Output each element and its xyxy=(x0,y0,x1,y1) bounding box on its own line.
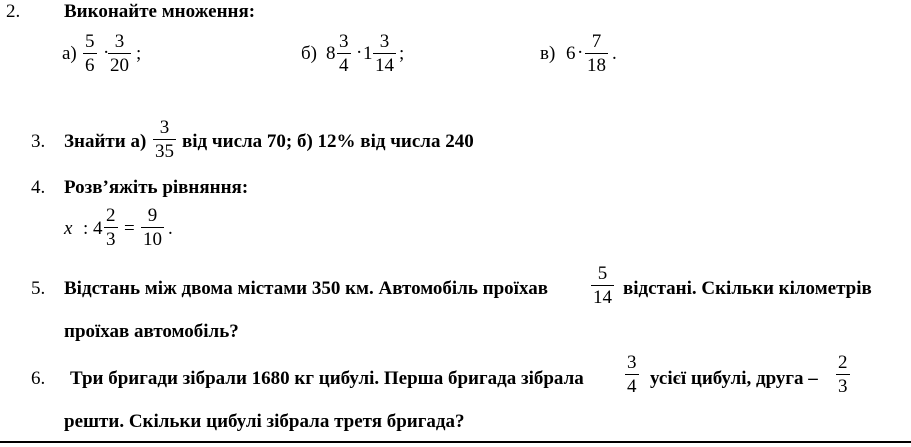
fraction-bar xyxy=(104,227,118,228)
problem-5-text-rest: відстані. Скільки кілометрів xyxy=(623,278,872,299)
problem-6-line-2: решти. Скільки цибулі зібрала третя бригада? xyxy=(64,411,465,432)
problem-6-fraction-2 xyxy=(836,353,850,396)
denominator: 35 xyxy=(155,141,174,162)
numerator: 7 xyxy=(591,31,602,52)
fraction-bar xyxy=(373,53,396,54)
problem-5-line-2: проїхав автомобіль? xyxy=(64,321,239,342)
problem-6-fraction-1 xyxy=(625,353,639,396)
variable-x: x xyxy=(64,218,73,239)
problem-3-text-rest: від числа 70; б) 12% від числа 240 xyxy=(182,131,474,152)
problem-5-number: 5. xyxy=(31,278,46,299)
whole-number: 4 xyxy=(93,218,103,239)
fraction-bar xyxy=(836,374,850,375)
problem-4-title: Розв’яжіть рівняння: xyxy=(64,177,249,198)
denominator: 3 xyxy=(106,229,116,250)
numerator: 3 xyxy=(339,31,349,52)
denominator: 20 xyxy=(110,55,129,76)
numerator: 9 xyxy=(147,205,158,226)
numerator: 5 xyxy=(597,263,608,284)
part-c-label: в) xyxy=(540,43,556,64)
denominator: 10 xyxy=(143,229,162,250)
fraction-bar xyxy=(625,374,639,375)
denominator: 4 xyxy=(627,376,637,397)
part-b-fraction-2 xyxy=(373,32,396,75)
numerator: 3 xyxy=(114,31,125,52)
problem-3-fraction xyxy=(153,118,176,161)
problem-4-number: 4. xyxy=(31,177,46,198)
page-bottom-rule xyxy=(0,441,911,443)
problem-2-number: 2. xyxy=(6,1,21,22)
equals-sign: = xyxy=(124,218,135,239)
whole-number: 8 xyxy=(326,43,336,64)
fraction-bar xyxy=(337,53,351,54)
denominator: 14 xyxy=(593,287,612,308)
problem-3-number: 3. xyxy=(31,131,46,152)
period: . xyxy=(168,218,173,239)
semicolon: ; xyxy=(399,43,405,64)
denominator: 3 xyxy=(838,376,848,397)
fraction-bar xyxy=(108,53,131,54)
fraction-bar xyxy=(591,285,614,286)
equation-fraction-2 xyxy=(141,206,164,249)
equation-fraction-1 xyxy=(104,206,118,249)
problem-3-text: Знайти а) xyxy=(64,131,147,152)
numerator: 2 xyxy=(106,205,116,226)
part-c-fraction xyxy=(585,32,608,75)
problem-6-text: Три бригади зібрали 1680 кг цибулі. Перша бригада зібрала xyxy=(70,368,584,389)
part-b-label: б) xyxy=(301,43,317,64)
numerator: 3 xyxy=(379,31,390,52)
part-a-fraction-2 xyxy=(108,32,131,75)
numerator: 5 xyxy=(85,31,95,52)
whole-number: 1 xyxy=(363,43,373,64)
denominator: 14 xyxy=(375,55,394,76)
fraction-bar xyxy=(153,139,176,140)
numerator: 3 xyxy=(159,117,170,138)
fraction-bar xyxy=(83,53,97,54)
numerator: 2 xyxy=(838,352,848,373)
problem-5-fraction xyxy=(591,264,614,307)
denominator: 4 xyxy=(339,55,349,76)
part-a-label: а) xyxy=(62,43,77,64)
problem-6-text-middle: усієї цибулі, друга – xyxy=(650,368,818,389)
multiply-dot: · xyxy=(356,42,363,63)
multiply-dot: · xyxy=(103,42,110,63)
period: . xyxy=(612,43,617,64)
part-a-fraction-1 xyxy=(83,32,97,75)
numerator: 3 xyxy=(627,352,637,373)
problem-5-text: Відстань між двома містами 350 км. Автомобіль проїхав xyxy=(64,278,548,299)
fraction-bar xyxy=(141,227,164,228)
multiply-dot: · xyxy=(577,42,584,63)
problem-6-number: 6. xyxy=(31,368,46,389)
fraction-bar xyxy=(585,53,608,54)
whole-number: 6 xyxy=(566,43,576,64)
denominator: 18 xyxy=(587,55,606,76)
colon: : xyxy=(83,218,89,239)
problem-2-title: Виконайте множення: xyxy=(64,1,256,22)
denominator: 6 xyxy=(85,55,95,76)
part-b-fraction-1 xyxy=(337,32,351,75)
semicolon: ; xyxy=(136,43,142,64)
